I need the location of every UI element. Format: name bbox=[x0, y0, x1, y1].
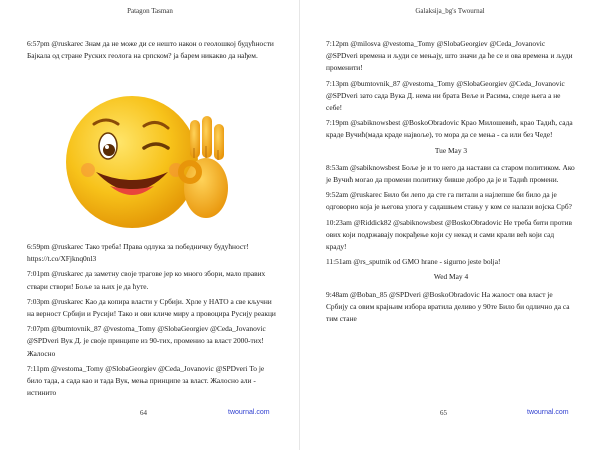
right-entries bbox=[326, 38, 576, 328]
tweet-entry: 7:12pm @milosva @vestoma_Tomy @SlobaGeorgiev @Ceda_Jovanovic @SPDveri времена и људи се мењају, што значи да ће се и ова времена и људи променити! bbox=[326, 39, 573, 73]
tweet-entry: 7:19pm @sabiknowsbest @BoskoObradovic Крао Милошевић, крао Тадић, сада краде Вучић(мада краде највоље), то мора да се мења - са или без Чеде! bbox=[326, 118, 573, 140]
footer-link-right[interactable]: twournal.com bbox=[527, 409, 569, 416]
date-heading: Tue May 3 bbox=[434, 145, 468, 155]
right-page bbox=[300, 0, 600, 450]
winking-emoji-icon bbox=[44, 88, 244, 236]
tweet-entry: 6:59pm @ruskarec Тако треба! Права одлука за победничку будућност! https://t.co/XFjknq0nl3 bbox=[27, 242, 249, 264]
tweet-entry: 10:23am @Riddick82 @sabiknowsbest @BoskoObradovic Не треба бити против ових који подржавају покрађење који су некад и сами крали већ који сад краду! bbox=[326, 217, 572, 252]
left-bottom-entries bbox=[27, 241, 277, 402]
tweet-entry: 8:53am @sabiknowsbest Боље је и то него да настави са старом политиком. Ако је Вучић могао да промени политику бивше добро да је и Тадић промени. bbox=[326, 162, 575, 185]
left-top-entries bbox=[27, 38, 277, 65]
tweet-entry: 7:11pm @vestoma_Tomy @SlobaGeorgiev @Ceda_Jovanovic @SPDveri То је било тада, а сада као и тада Вук, мења принципе за власт. Жалосно али - истинито bbox=[27, 363, 265, 398]
running-head-left: Patagon Tasman bbox=[127, 7, 173, 15]
date-heading: Wed May 4 bbox=[433, 272, 469, 282]
tweet-entry: 7:01pm @ruskarec да заметну своје трагове јер ко много збори, мало правих ствари створи! Боље за њих је да ћуте. bbox=[27, 269, 266, 291]
winking-emoji-image bbox=[44, 88, 244, 236]
tweet-entry: 7:03pm @ruskarec Као да копира власти у Србији. Хрле у НАТО а све кључни на верност Србији и Русији! Тако и ови кличе миру а провоцира Русију реакци bbox=[27, 296, 276, 319]
tweet-entry: 11:51am @rs_sputnik od GMO hrane - sigurno jeste bolja! bbox=[326, 257, 501, 267]
page-number-left: 64 bbox=[140, 409, 147, 417]
tweet-entry: 9:48am @Boban_85 @SPDveri @BoskoObradovic На жалост ова власт је Србију са овим крајњим избора вратила деливо у 90те Било би одлично да са тим стане bbox=[326, 289, 570, 324]
tweet-entry: 9:52am @ruskarec Било би лепо да сте га питали а најлепше би било да је одговорио која је његова улога у садашњем стању у ком се налази војска Срб? bbox=[326, 190, 572, 212]
tweet-entry: 7:07pm @bumtovnik_87 @vestoma_Tomy @SlobaGeorgiev @Ceda_Jovanovic @SPDveri Вук Д. је своје принципе из 90-тих, променио за власт 2000-тих! Жалосно bbox=[27, 324, 266, 358]
page-number-right: 65 bbox=[440, 409, 447, 417]
tweet-entry: 6:57pm @ruskarec Знам да не може ди се нешто након о геолошкој будућности Бајкала од стране Руских геолога на српском? ја барем никакво да нађем. bbox=[27, 39, 274, 61]
running-head-right: Galaksija_bg's Twournal bbox=[415, 7, 485, 15]
tweet-entry: 7:13pm @bumtovnik_87 @vestoma_Tomy @SlobaGeorgiev @Ceda_Jovanovic @SPDveri зато сада Вука Д. нема ни брата Веље и Расима, следе њега а не себе! bbox=[326, 78, 565, 113]
footer-link-left[interactable]: twournal.com bbox=[228, 409, 270, 416]
